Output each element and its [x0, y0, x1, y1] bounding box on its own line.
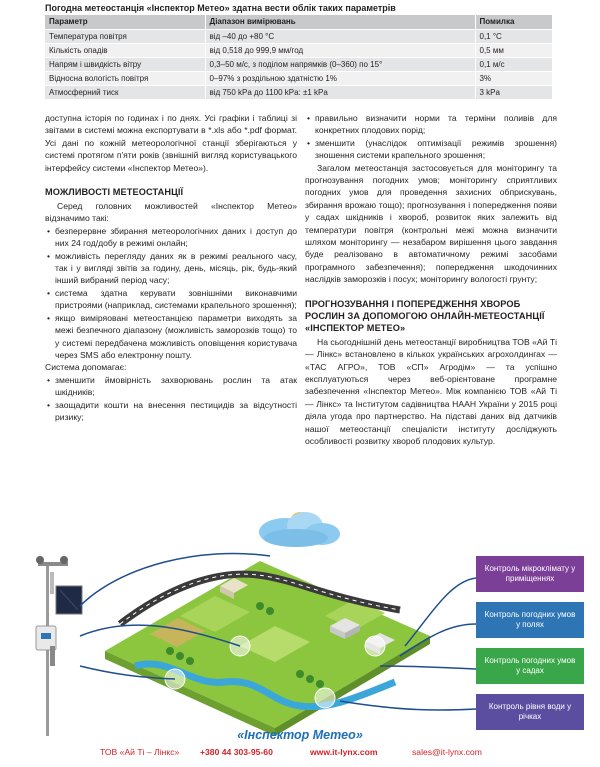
river-level-control-box: Контроль рівня води у річках — [476, 694, 584, 730]
feature-bullet: • система здатна керувати зовнішніми виконавчими пристроями (наприклад, системами крапельного зрошення); — [45, 287, 297, 312]
table-row — [45, 85, 553, 99]
partners-paragraph: На сьогоднішній день метеостанції виробництва ТОВ «Ай Ті — Лінкс» встановлено в кількох українських агрохолдингах — «ТАС АГРО», ТОВ «СП» Агродім» — та успішно експлуатуються через веб-орієнтоване програмне забезпечення «Інспектор Метео». Між компанією ТОВ «Ай Ті — Лінкс» та Інститутом садівництва НААН України у 2015 році діяла угода про партнерство. На підставі даних від датчиків нашої метеостанції спеціалісти інституту досліджують особливості розвитку хвороб плодових культур. — [305, 336, 557, 446]
table-header-cell: Параметр — [45, 15, 205, 29]
table-cell: 0,5 мм — [475, 43, 553, 57]
table-row — [45, 71, 553, 85]
left-text-column — [45, 112, 297, 423]
table-cell: 0–97% з роздільною здатністю 1% — [205, 71, 475, 85]
table-cell: від 750 kPa до 1100 kPa: ±1 kPa — [205, 85, 475, 99]
table-row — [45, 29, 553, 43]
monitoring-infographic — [0, 506, 600, 741]
table-cell: Атмосферний тиск — [45, 85, 205, 99]
table-cell: 3 kPa — [475, 85, 553, 99]
company-name: ТОВ «Ай Ті – Лінкс» — [100, 747, 180, 757]
table-header-cell: Діапазон вимірювань — [205, 15, 475, 29]
table-cell: Напрям і швидкість вітру — [45, 57, 205, 71]
email-link[interactable]: sales@it-lynx.com — [412, 747, 482, 757]
weather-station-icon — [36, 556, 82, 736]
field-weather-control-box: Контроль погодних умов у полях — [476, 602, 584, 638]
section-heading-features: МОЖЛИВОСТІ МЕТЕОСТАНЦІЇ — [45, 187, 184, 198]
contact-footer — [0, 747, 600, 761]
table-cell: 0,1 м/с — [475, 57, 553, 71]
section-heading-forecast: ПРОГНОЗУВАННЯ І ПОПЕРЕДЖЕННЯ ХВОРОБ РОСЛИН ЗА ДОПОМОГОЮ ОНЛАЙН-МЕТЕОСТАНЦІЇ «ІНСПЕКТОР МЕТЕО» — [305, 298, 545, 333]
table-row — [45, 57, 553, 71]
parameters-table — [45, 15, 553, 99]
phone-number[interactable]: +380 44 303-95-60 — [200, 747, 273, 757]
microclimate-control-box: Контроль мікроклімату у приміщеннях — [476, 556, 584, 592]
table-cell: Температура повітря — [45, 29, 205, 43]
table-cell: Відносна вологість повітря — [45, 71, 205, 85]
feature-bullet: • якщо виміряовані метеостанцією параметри виходять за межі безпечного діапазону (можливість заморозків тощо) то у системі передбачена можливість оповіщення користувача через SMS або електронну пошту. — [45, 312, 297, 362]
intro-paragraph: доступна історія по годинах і по днях. Усі графіки і таблиці зі звітами в системі можна експортувати в *.xls або *.pdf формат. Усі дані по кожній метеорологічної станції зберігаються у системі протягом п'яти років (звнішній вигляд користувацького інтерфейсу системи «Інспектор Метео»). — [45, 113, 297, 173]
usage-paragraph: Загалом метеостанція застосовується для моніторингу та прогнозування погодних умов; моніторингу сприятливих погодних умов для проведення захисних обприскувань, збирання врожаю тощо); прогнозування і попередження появи у садах шкідників і хвороб, розвиток яких залежить від температури повітря (контрольні межі можна визначити шляхом моніторингу — незабаром вирішення цього завдання буде реалізовано в автоматичному режимі засобами програмного забезпечення); попередження шкодочинних наслідків заморозків і посух; моніторингу вологості грунту; — [305, 162, 557, 285]
features-lead: Серед головних можливостей «Інспектор Метео» відзначимо такі: — [45, 201, 297, 224]
table-cell: 0,3–50 м/с, з поділом напрямків (0–360) по 15° — [205, 57, 475, 71]
benefit-bullet: • зменшити ймовірність захворювань рослин та атак шкідників; — [45, 374, 297, 399]
isometric-land-map — [105, 561, 430, 736]
table-cell: 0,1 °С — [475, 29, 553, 43]
website-link[interactable]: www.it-lynx.com — [310, 747, 378, 757]
orchard-weather-control-box: Контроль погодних умов у садах — [476, 648, 584, 684]
table-caption: Погодна метеостанція «Інспектор Метео» здатна вести облік таких параметрів — [45, 3, 396, 13]
benefit-bullet: • заощадити кошти на внесення пестицидів за відсутності ризику; — [45, 399, 297, 424]
benefit-bullet: • правильно визначити норми та терміни поливів для конкретних плодових порід; — [305, 112, 557, 137]
table-cell: 3% — [475, 71, 553, 85]
table-cell: Кількість опадів — [45, 43, 205, 57]
table-cell: від 0,518 до 999,9 мм/год — [205, 43, 475, 57]
table-header-cell: Помилка — [475, 15, 553, 29]
table-header-row — [45, 15, 553, 29]
right-text-column — [305, 112, 557, 447]
system-helps-label: Система допомагає: — [45, 362, 127, 373]
feature-bullet: • можливість перегляду даних як в режимі реального часу, так і у вигляді звітів за годину, день, місяць, рік, будь-який інший вибраний період часу; — [45, 250, 297, 287]
cloud-sun-icon — [259, 512, 340, 547]
product-brand-title: «Інспектор Метео» — [237, 728, 363, 742]
table-row — [45, 43, 553, 57]
feature-bullet: • безперервне збирання метеорологічних даних і доступ до них 24 год/добу в режимі онлайн; — [45, 225, 297, 250]
table-cell: від –40 до +80 °С — [205, 29, 475, 43]
benefit-bullet: • зменшити (унаслідок оптимізації режимів зрошення) зношення системи крапельного зрошення; — [305, 137, 557, 162]
